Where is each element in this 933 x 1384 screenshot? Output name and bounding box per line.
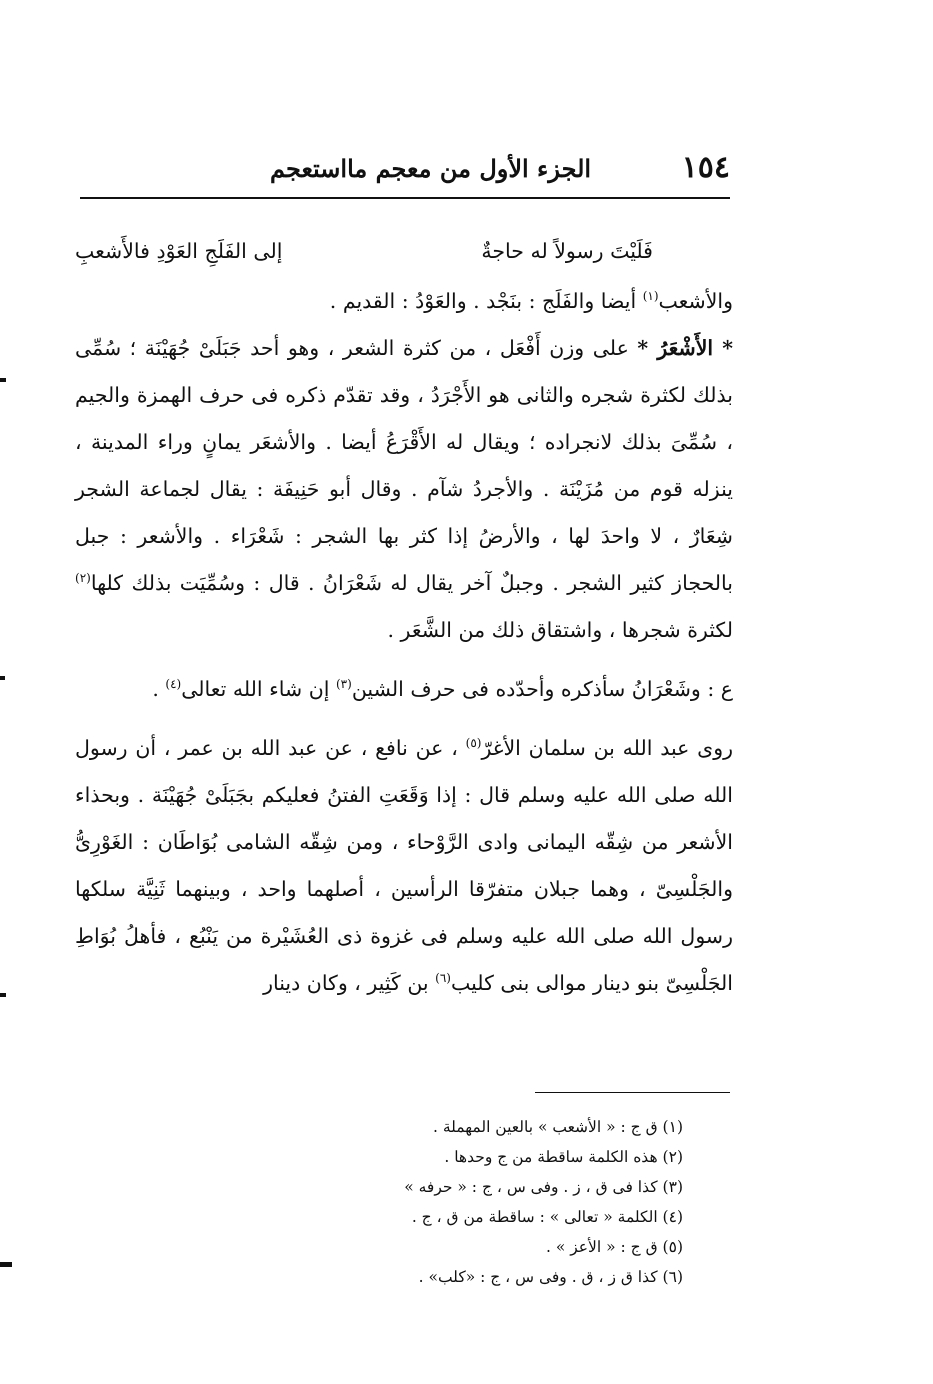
paragraph-ashar-entry [75,325,733,654]
footnote-item: (٣) كذا فى ق ، ز . وفى س ، ج : « حرفه » [404,1178,683,1196]
paragraph-text: روى عبد الله بن سلمان الأغرّ [481,736,734,760]
running-header [80,150,730,190]
footnote-item: (١) ق ج : « الأشعب » بالعين المهملة . [432,1118,683,1136]
footnote-marker: (١) [642,289,659,304]
scan-edge-mark [0,676,5,680]
paragraph-text: لكثرة شجرها ، واشتقاق ذلك من الشَّعَر . [387,618,733,642]
footnote-marker: (٣) [335,677,352,692]
footnote-marker: (٦) [435,971,451,986]
footnote-marker: (٢) [75,571,91,586]
paragraph-text: ، عن نافع ، عن عبد الله بن عمر ، أن رسول الله صلى الله عليه وسلم قال : إذا وَقَعَتِ الفتنُ فعليكم بجَبَلَىْ جُهَيْنَة . وبحذاء الأشعر من شِقّه اليمانى وادى الرَّوْحاء ، ومن شِقّه الشامى بُوَاطَان : الغَوْرِىُّ والجَلْسِىّ ، وهما جبلان متفرّقا الرأسين ، أصلهما واحد ، وبينهما ثَنِيَّة سلكها رسول الله صلى الله عليه وسلم فى غزوة ذى العُشَيْرة من يَنْبُع ، فأهلُ بُوَاطِ الجَلْسِىّ بنو دينار موالى بنى كليب [75,736,733,995]
footnote-rule [535,1092,730,1093]
paragraph-text: إن شاء الله تعالى [181,677,336,701]
verse-hemistich-second: إلى الفَلَجِ العَوْدِ فالأَشعبِ [75,239,283,263]
verse-hemistich-first: فَلَيْتَ رسولاً له حاجةٌ [481,239,653,263]
paragraph-hadith [75,725,733,1007]
header-rule [80,197,730,199]
footnote-item: (٤) الكلمة « تعالى » : ساقطة من ق ، ج . [411,1208,683,1226]
main-text [75,228,733,1007]
paragraph-text: والأشعب [658,289,733,313]
paragraph-text: أيضا والفَلَج : بنَجْد . والعَوْدُ : القديم . [329,289,643,313]
paragraph-text: على وزن أَفْعَل ، من كثرة الشعر ، وهو أحد جَبَلَىْ جُهَيْنَة ؛ سُمِّى بذلك لكثرة شجره والثانى هو الأَجْرَدُ ، وقد تقدّم ذكره فى حرف الهمزة والجيم ، سُمِّىَ بذلك لانجراده ؛ ويقال له الأَقْرَعُ أيضا . والأشعَر يمانٍ وراء المدينة ، ينزله قوم من مُزَيْنَة . والأجردُ شآم . وقال أبو حَنِيفَة : يقال لجماعة الشجر شِعَارٌ ، لا واحدَ لها ، والأرضُ إذا كثر بها الشجر : شَعْرَاء . والأشعر : جبل بالحجاز كثير الشجر . وجبلٌ آخر يقال له شَعْرَانُ . قال : وسُمِّيَت بذلك كلها [75,336,733,595]
footnote-marker: (٤) [165,677,182,692]
entry-headword: * الأَشْعَرُ * [637,336,733,360]
paragraph-ashab [75,278,733,325]
paragraph-text: ع : وشَعْرَانُ سأذكره وأحدّده فى حرف الشين [351,677,733,701]
running-title: الجزء الأول من معجم مااستعجم [270,154,592,183]
verse-line [75,228,733,278]
page-number: ١٥٤ [681,150,730,185]
scan-edge-mark [0,1262,12,1267]
footnote-item: (٦) كذا ق ز ، ق . وفى س ، ج : «كلب» . [418,1268,683,1286]
footnotes [263,1112,683,1292]
footnote-item: (٢) هذه الكلمة ساقطة من ج وحدها . [444,1148,683,1166]
scan-edge-mark [0,993,6,997]
footnote-marker: (٥) [465,736,482,751]
paragraph-text: . [152,677,166,701]
paragraph-text: بن كَثِير ، وكان دينار [263,971,436,995]
paragraph-shaaran [75,666,733,713]
scan-edge-mark [0,378,6,382]
footnote-item: (٥) ق ج : « الأعز » . [545,1238,683,1256]
